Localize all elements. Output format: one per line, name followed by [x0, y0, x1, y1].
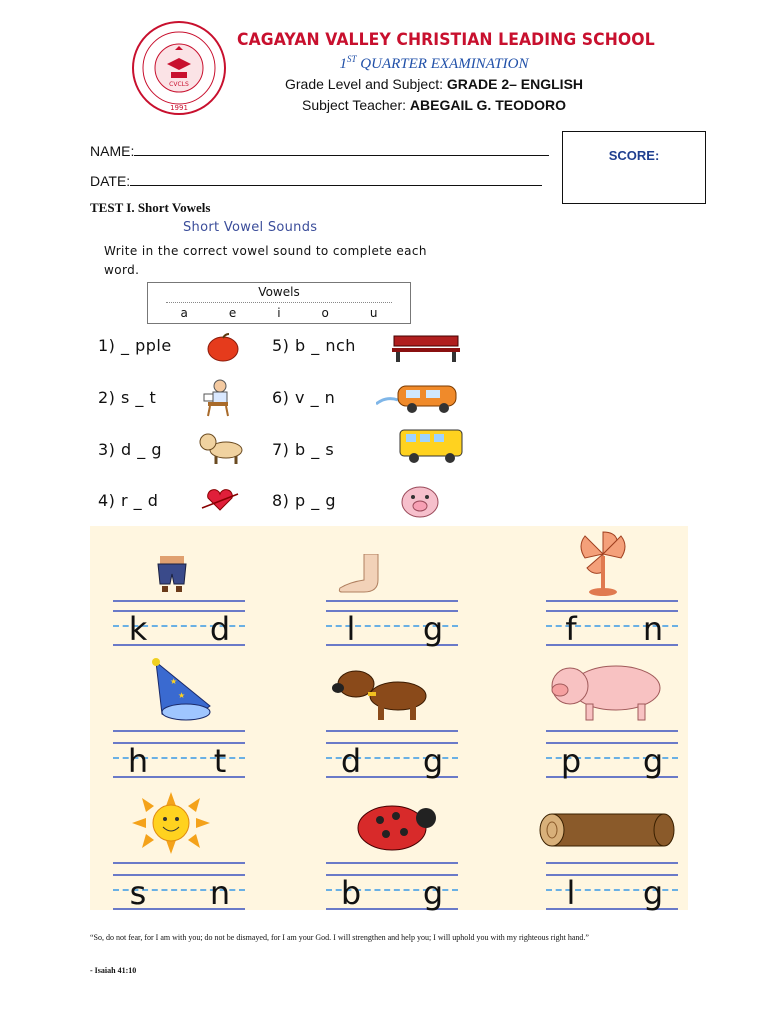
word-1[interactable]: k d — [113, 610, 245, 650]
log-icon — [536, 810, 678, 850]
bible-citation: - Isaiah 41:10 — [90, 966, 137, 975]
sun-icon — [128, 792, 214, 854]
vowel-i: i — [277, 306, 281, 320]
bench-icon — [390, 332, 462, 362]
vowel-e: e — [228, 306, 237, 320]
foot-icon — [338, 554, 418, 596]
word-4[interactable]: h t — [113, 742, 245, 782]
score-box[interactable] — [562, 131, 706, 204]
fan-icon — [570, 530, 636, 598]
word-6[interactable]: p g — [546, 742, 678, 782]
name-line[interactable] — [134, 144, 549, 156]
svg-text:★: ★ — [170, 677, 178, 686]
dog-icon — [194, 430, 250, 466]
name-label: NAME: — [90, 143, 135, 159]
grade-level-subject: Grade Level and Subject: GRADE 2– ENGLISH — [284, 76, 584, 92]
item-2[interactable]: 2) s _ t — [98, 388, 157, 407]
vowels-title: Vowels — [258, 285, 300, 299]
item-4[interactable]: 4) r _ d — [98, 491, 159, 510]
svg-text:1991: 1991 — [170, 104, 188, 112]
word-2[interactable]: l g — [326, 610, 458, 650]
name-field[interactable] — [90, 143, 549, 159]
vowels-box — [147, 282, 411, 324]
party-hat-icon — [148, 656, 218, 722]
school-bus-icon — [396, 426, 468, 466]
date-field[interactable] — [90, 173, 542, 189]
item-5[interactable]: 5) b _ nch — [272, 336, 356, 355]
test-title: TEST I. Short Vowels — [90, 200, 211, 215]
apple-icon — [204, 332, 242, 362]
svg-text:★: ★ — [178, 691, 186, 700]
date-label: DATE: — [90, 173, 131, 189]
item-1[interactable]: 1) _ pple — [98, 336, 172, 355]
heart-arrow-icon — [200, 488, 240, 514]
ladybug-icon — [352, 796, 442, 852]
svg-text:CVCLS: CVCLS — [169, 81, 189, 88]
vowel-o: o — [321, 306, 329, 320]
score-label: SCORE: — [608, 148, 660, 163]
word-8[interactable]: b g — [326, 874, 458, 914]
word-9[interactable]: l g — [546, 874, 678, 914]
item-3[interactable]: 3) d _ g — [98, 440, 162, 459]
word-5[interactable]: d g — [326, 742, 458, 782]
item-7[interactable]: 7) b _ s — [272, 440, 335, 459]
subject-teacher: Subject Teacher: ABEGAIL G. TEODORO — [301, 97, 566, 113]
pig-icon — [398, 482, 442, 520]
worksheet-title: Short Vowel Sounds — [183, 220, 318, 235]
exam-title: 1ST QUARTER EXAMINATION — [339, 54, 529, 72]
pig-icon — [546, 660, 670, 722]
worksheet-instructions: Write in the correct vowel sound to complete each word. — [104, 244, 427, 277]
bible-quote: “So, do not fear, for I am with you; do not be dismayed, for I am your God. I will strengthen and help you; I will uphold you with my righteous right hand.” — [90, 933, 589, 942]
boy-sitting-icon — [200, 378, 236, 418]
van-icon — [376, 380, 462, 414]
school-name: CAGAYAN VALLEY CHRISTIAN LEADING SCHOOL — [237, 30, 655, 50]
word-3[interactable]: f n — [546, 610, 678, 650]
vowel-a: a — [180, 306, 188, 320]
word-7[interactable]: s n — [113, 874, 245, 914]
item-6[interactable]: 6) v _ n — [272, 388, 336, 407]
item-8[interactable]: 8) p _ g — [272, 491, 336, 510]
vowel-u: u — [369, 306, 378, 320]
shorts-icon — [152, 556, 192, 594]
dog-icon — [330, 662, 434, 722]
date-line[interactable] — [130, 174, 542, 186]
